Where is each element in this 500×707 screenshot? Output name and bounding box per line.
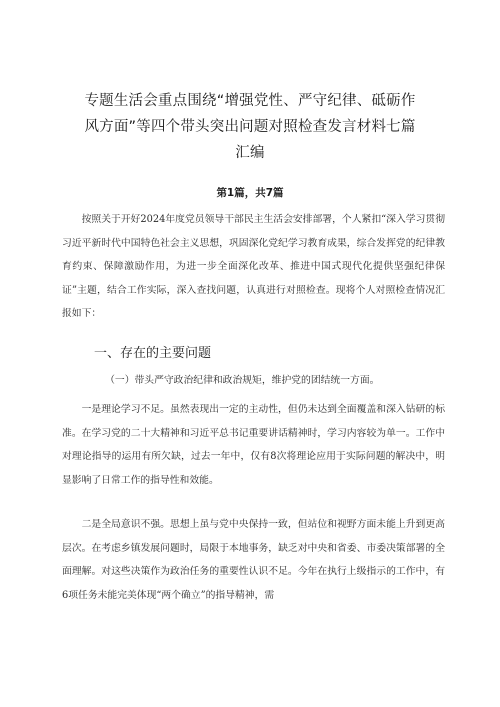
sub-heading: （一）带头严守政治纪律和政治规矩，维护党的团结统一方面。 [105,375,380,386]
theory-paragraph: 一是理论学习不足。虽然表现出一定的主动性，但仍未达到全面覆盖和深入钻研的标准。在学习党的二十大精神和习近平总书记重要讲话精神时，学习内容较为单一。工作中对理论指导的运用有所欠缺，过去一年中，仅有8次将理论应用于实际问题的解决中，明显影响了日常工作的指导性和效能。 [62,404,445,486]
part-label: 第1篇，共7篇 [216,187,284,199]
intro-paragraph: 按照关于开好2024年度党员领导干部民主生活会安排部署，个人紧扣“深入学习贯彻习近平新时代中国特色社会主义思想，巩固深化党纪学习教育成果，综合发挥党的纪律教育约束、保障激励作用，为进一步全面深化改革、推进中国式现代化提供坚强纪律保证”主题，结合工作实际，深入查找问题，认真进行对照检查。现将个人对照检查情况汇报如下： [62,214,445,319]
overall-paragraph: 二是全局意识不强。思想上虽与党中央保持一致，但站位和视野方面未能上升到更高层次。在考虑乡镇发展问题时，局限于本地事务，缺乏对中央和省委、市委决策部署的全面理解。对这些决策作为政治任务的重要性认识不足。今年在执行上级指示的工作中，有6项任务未能完美体现“两个确立”的指导精神，需 [62,519,445,601]
document-title: 专题生活会重点围绕“增强党性、严守纪律、砥砺作风方面”等四个带头突出问题对照检查发言材料七篇汇编 [84,93,416,161]
section-heading: 一、存在的主要问题 [94,346,212,361]
